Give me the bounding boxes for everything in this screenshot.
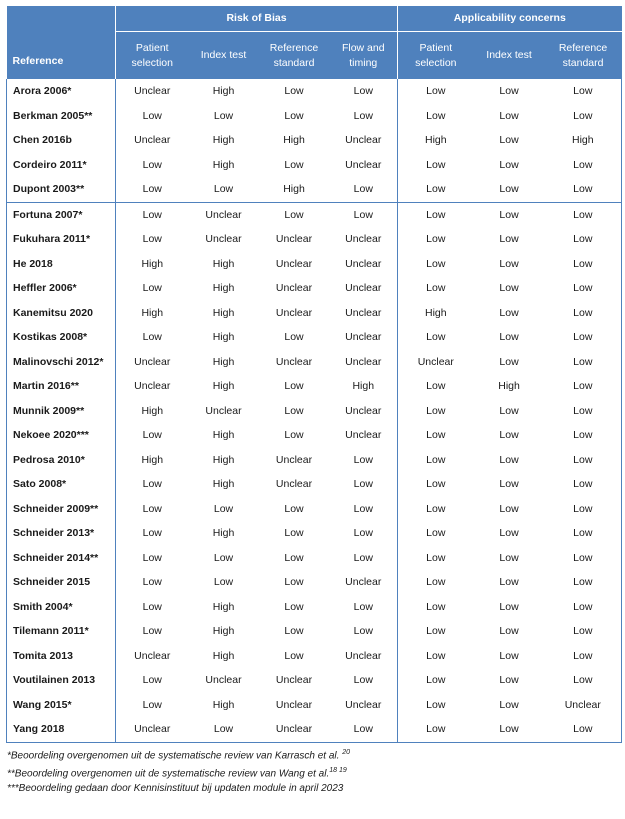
rob-reference-standard-cell: Low xyxy=(284,85,304,98)
app-reference-standard-cell: Low xyxy=(545,717,622,742)
reference-cell: Kanemitsu 2020 xyxy=(7,301,116,326)
rob-flow-and-timing-cell: Low xyxy=(353,478,373,491)
app-reference-standard-cell: Low xyxy=(545,153,622,178)
app-patient-selection-cell: Low xyxy=(398,227,474,252)
reference-cell: Munnik 2009** xyxy=(7,399,116,424)
footnote-wang xyxy=(7,763,621,781)
table-row xyxy=(7,128,622,153)
rob-reference-standard-cell: Unclear xyxy=(259,717,330,742)
rob-reference-standard-cell: Low xyxy=(284,600,304,613)
reference-cell: Schneider 2015 xyxy=(7,570,116,595)
app-reference-standard-cell: Low xyxy=(545,595,622,620)
rob-reference-standard-cell: Low xyxy=(284,551,304,564)
rob-patient-selection-cell: High xyxy=(116,301,189,326)
reference-cell: Malinovschi 2012* xyxy=(7,350,116,375)
app-index-test-cell: Low xyxy=(499,331,519,344)
app-reference-standard-cell: Low xyxy=(545,668,622,693)
rob-patient-selection-cell: Low xyxy=(116,693,189,718)
app-index-test-cell: Low xyxy=(499,257,519,270)
app-index-test-cell: Low xyxy=(499,233,519,246)
rob-reference-standard-cell: Low xyxy=(284,429,304,442)
rob-flow-and-timing-cell: Unclear xyxy=(345,331,382,344)
app-patient-selection-cell: Low xyxy=(398,79,474,104)
app-patient-selection-cell: Low xyxy=(398,252,474,277)
rob-patient-selection-cell: Low xyxy=(116,276,189,301)
rob-patient-selection-cell: Low xyxy=(116,227,189,252)
rob-reference-standard-cell: Low xyxy=(284,502,304,515)
rob-flow-and-timing-cell: Unclear xyxy=(345,355,382,368)
table-row xyxy=(7,644,622,669)
app-patient-selection-cell: Low xyxy=(398,423,474,448)
table-row xyxy=(7,521,622,546)
rob-index-test-cell: Unclear xyxy=(205,404,242,417)
rob-flow-and-timing-cell: Unclear xyxy=(345,257,382,270)
rob-reference-standard-cell: Unclear xyxy=(275,355,313,368)
table-row xyxy=(7,153,622,178)
app-reference-standard-cell: Low xyxy=(545,177,622,202)
app-patient-selection-cell: Low xyxy=(398,644,474,669)
rob-reference-standard-cell: Low xyxy=(284,404,304,417)
app-index-test-cell: Low xyxy=(499,355,519,368)
table-row xyxy=(7,570,622,595)
rob-patient-selection-cell: Low xyxy=(116,546,189,571)
app-reference-standard-cell: Low xyxy=(545,252,622,277)
rob-patient-selection-cell: Unclear xyxy=(116,350,189,375)
rob-flow-and-timing-cell: Unclear xyxy=(345,158,382,171)
reference-cell: Smith 2004* xyxy=(7,595,116,620)
rob-reference-standard-cell: Unclear xyxy=(275,478,313,491)
rob-patient-selection-cell: Low xyxy=(116,595,189,620)
reference-cell: Martin 2016** xyxy=(7,374,116,399)
rob-flow-and-timing-cell: Low xyxy=(330,717,398,742)
rob-index-test-cell: Low xyxy=(189,717,259,742)
footnote-text: **Beoordeling overgenomen uit de systematische review van Wang et al. xyxy=(7,768,330,780)
footnote-ref: 20 xyxy=(342,748,350,756)
app-reference-standard-cell: Low xyxy=(545,619,622,644)
rob-flow-and-timing-cell: Unclear xyxy=(345,282,382,295)
rob-patient-selection-cell: Low xyxy=(116,104,189,129)
reference-cell: Cordeiro 2011* xyxy=(7,153,116,178)
app-index-test-cell: Low xyxy=(499,158,519,171)
app-reference-standard-cell: Low xyxy=(545,497,622,522)
table-row xyxy=(7,448,622,473)
reference-cell: Wang 2015* xyxy=(7,693,116,718)
rob-flow-and-timing-cell: Low xyxy=(353,502,373,515)
rob-index-test-cell: High xyxy=(212,85,235,98)
header-reference: Reference xyxy=(7,6,116,79)
table-row xyxy=(7,350,622,375)
rob-reference-standard-cell: High xyxy=(283,134,305,147)
table-row xyxy=(7,104,622,129)
app-index-test-cell: Low xyxy=(499,109,519,122)
rob-reference-standard-cell: Unclear xyxy=(275,306,313,319)
rob-patient-selection-cell: Low xyxy=(116,619,189,644)
reference-cell: Heffler 2006* xyxy=(7,276,116,301)
rob-patient-selection-cell: Low xyxy=(116,202,189,227)
rob-index-test-cell: Low xyxy=(213,109,234,122)
reference-cell: Berkman 2005** xyxy=(7,104,116,129)
rob-patient-selection-cell: High xyxy=(116,448,189,473)
app-patient-selection-cell: Low xyxy=(398,104,474,129)
rob-reference-standard-cell: Low xyxy=(284,380,304,393)
reference-cell: Sato 2008* xyxy=(7,472,116,497)
app-patient-selection-cell: Low xyxy=(398,497,474,522)
rob-patient-selection-cell: Unclear xyxy=(116,717,189,742)
risk-of-bias-table xyxy=(6,6,622,743)
app-index-test-cell: Low xyxy=(499,134,519,147)
rob-flow-and-timing-cell: Unclear xyxy=(345,404,382,417)
table-row xyxy=(7,497,622,522)
rob-reference-standard-cell: Unclear xyxy=(275,453,313,466)
table-row xyxy=(7,546,622,571)
app-patient-selection-cell: High xyxy=(398,128,474,153)
rob-patient-selection-cell: Low xyxy=(116,521,189,546)
rob-flow-and-timing-cell: High xyxy=(352,380,375,393)
rob-patient-selection-cell: Unclear xyxy=(116,79,189,104)
app-index-test-cell: Low xyxy=(499,502,519,515)
rob-index-test-cell: High xyxy=(212,527,235,540)
rob-flow-and-timing-cell: Low xyxy=(330,202,398,227)
rob-flow-and-timing-cell: Unclear xyxy=(345,429,382,442)
app-patient-selection-cell: Low xyxy=(398,177,474,202)
rob-reference-standard-cell: Unclear xyxy=(275,257,313,270)
app-index-test-cell: Low xyxy=(499,306,519,319)
app-patient-selection-cell: Low xyxy=(398,374,474,399)
rob-patient-selection-cell: Unclear xyxy=(116,128,189,153)
rob-reference-standard-cell: Unclear xyxy=(275,233,313,246)
app-reference-standard-cell: Low xyxy=(545,399,622,424)
table-row xyxy=(7,325,622,350)
footnote-ref: 18 19 xyxy=(329,766,347,774)
app-reference-standard-cell: Low xyxy=(545,546,622,571)
header-app-index-test: Index test xyxy=(474,32,545,80)
rob-reference-standard-cell: Low xyxy=(284,649,304,662)
rob-flow-and-timing-cell: Unclear xyxy=(345,233,382,246)
app-reference-standard-cell: Low xyxy=(545,301,622,326)
header-group-risk-of-bias: Risk of Bias xyxy=(116,6,398,32)
app-index-test-cell: Low xyxy=(499,183,519,196)
app-index-test-cell: Low xyxy=(499,551,519,564)
rob-reference-standard-cell: High xyxy=(283,183,305,196)
app-reference-standard-cell: Low xyxy=(545,374,622,399)
app-index-test-cell: Low xyxy=(499,600,519,613)
rob-index-test-cell: Low xyxy=(213,502,234,515)
table-row xyxy=(7,252,622,277)
app-patient-selection-cell: Low xyxy=(398,276,474,301)
rob-index-test-cell: High xyxy=(212,380,235,393)
header-app-reference-standard: Reference standard xyxy=(545,32,622,80)
rob-reference-standard-cell: Low xyxy=(284,109,304,122)
app-index-test-cell: Low xyxy=(499,478,519,491)
reference-cell: Voutilainen 2013 xyxy=(7,668,116,693)
rob-patient-selection-cell: Low xyxy=(116,497,189,522)
reference-cell: Kostikas 2008* xyxy=(7,325,116,350)
table-row xyxy=(7,619,622,644)
rob-flow-and-timing-cell: Low xyxy=(353,109,373,122)
table-row xyxy=(7,79,622,104)
rob-index-test-cell: Unclear xyxy=(205,674,242,687)
header-rob-flow-and-timing: Flow and timing xyxy=(330,32,398,80)
rob-index-test-cell: High xyxy=(212,600,235,613)
rob-patient-selection-cell: Unclear xyxy=(116,374,189,399)
app-index-test-cell: High xyxy=(498,380,520,393)
app-patient-selection-cell: Low xyxy=(398,570,474,595)
rob-reference-standard-cell: Unclear xyxy=(275,698,313,711)
app-index-test-cell: Low xyxy=(499,404,519,417)
rob-patient-selection-cell: Low xyxy=(116,325,189,350)
rob-index-test-cell: High xyxy=(212,429,235,442)
rob-index-test-cell: High xyxy=(212,306,235,319)
app-reference-standard-cell: Low xyxy=(545,423,622,448)
app-index-test-cell: Low xyxy=(499,649,519,662)
rob-flow-and-timing-cell: Unclear xyxy=(345,306,382,319)
header-app-patient-selection: Patient selection xyxy=(398,32,474,80)
rob-reference-standard-cell: Low xyxy=(259,202,330,227)
rob-index-test-cell: High xyxy=(212,355,235,368)
app-reference-standard-cell: Low xyxy=(545,521,622,546)
app-index-test-cell: Low xyxy=(499,698,519,711)
reference-cell: Tomita 2013 xyxy=(7,644,116,669)
reference-cell: Fukuhara 2011* xyxy=(7,227,116,252)
app-index-test-cell: Low xyxy=(499,527,519,540)
app-reference-standard-cell: Low xyxy=(545,227,622,252)
rob-patient-selection-cell: Low xyxy=(116,570,189,595)
table-row xyxy=(7,301,622,326)
table-row xyxy=(7,177,622,202)
reference-cell: Schneider 2009** xyxy=(7,497,116,522)
rob-index-test-cell: High xyxy=(212,625,235,638)
app-reference-standard-cell: Low xyxy=(545,79,622,104)
rob-index-test-cell: High xyxy=(212,282,235,295)
reference-cell: Tilemann 2011* xyxy=(7,619,116,644)
rob-reference-standard-cell: Unclear xyxy=(275,282,313,295)
rob-patient-selection-cell: Low xyxy=(116,177,189,202)
reference-cell: Schneider 2013* xyxy=(7,521,116,546)
rob-reference-standard-cell: Low xyxy=(284,331,304,344)
app-patient-selection-cell: Low xyxy=(398,325,474,350)
rob-patient-selection-cell: Low xyxy=(116,668,189,693)
quadas-table-container xyxy=(6,6,621,796)
footnote-karrasch xyxy=(7,745,621,763)
reference-cell: Schneider 2014** xyxy=(7,546,116,571)
app-reference-standard-cell: Low xyxy=(545,644,622,669)
app-reference-standard-cell: Low xyxy=(545,202,622,227)
reference-cell: Yang 2018 xyxy=(7,717,116,742)
app-reference-standard-cell: Low xyxy=(545,104,622,129)
table-row xyxy=(7,668,622,693)
app-index-test-cell: Low xyxy=(499,453,519,466)
app-patient-selection-cell: Low xyxy=(398,546,474,571)
table-row xyxy=(7,423,622,448)
table-row xyxy=(7,399,622,424)
rob-index-test-cell: High xyxy=(212,453,235,466)
table-row xyxy=(7,595,622,620)
table-row xyxy=(7,693,622,718)
rob-index-test-cell: High xyxy=(212,158,235,171)
app-index-test-cell: Low xyxy=(499,429,519,442)
rob-patient-selection-cell: Low xyxy=(116,472,189,497)
rob-flow-and-timing-cell: Low xyxy=(353,453,373,466)
rob-index-test-cell: High xyxy=(212,478,235,491)
table-row xyxy=(7,227,622,252)
app-index-test-cell: Low xyxy=(499,576,519,589)
app-index-test-cell: Low xyxy=(474,717,545,742)
footnote-kennisinstituut xyxy=(7,781,621,796)
rob-index-test-cell: Low xyxy=(213,551,234,564)
rob-patient-selection-cell: Low xyxy=(116,423,189,448)
app-patient-selection-cell: Low xyxy=(398,472,474,497)
rob-reference-standard-cell: Low xyxy=(284,158,304,171)
rob-index-test-cell: High xyxy=(212,134,235,147)
app-index-test-cell: Low xyxy=(499,282,519,295)
table-header xyxy=(7,6,622,79)
rob-reference-standard-cell: Low xyxy=(284,527,304,540)
app-reference-standard-cell: Low xyxy=(545,276,622,301)
reference-cell: Pedrosa 2010* xyxy=(7,448,116,473)
app-patient-selection-cell: Low xyxy=(398,202,474,227)
rob-patient-selection-cell: High xyxy=(116,252,189,277)
table-row xyxy=(7,276,622,301)
app-patient-selection-cell: Low xyxy=(398,717,474,742)
footnote-text: ***Beoordeling gedaan door Kennisinstituut bij updaten module in april 2023 xyxy=(7,783,344,795)
reference-cell: Fortuna 2007* xyxy=(7,202,116,227)
rob-flow-and-timing-cell: Unclear xyxy=(345,134,382,147)
rob-index-test-cell: High xyxy=(212,257,235,270)
app-patient-selection-cell: Low xyxy=(398,399,474,424)
reference-cell: Chen 2016b xyxy=(7,128,116,153)
rob-patient-selection-cell: High xyxy=(116,399,189,424)
rob-reference-standard-cell: Low xyxy=(284,576,304,589)
rob-flow-and-timing-cell: Unclear xyxy=(345,698,382,711)
reference-cell: Nekoee 2020*** xyxy=(7,423,116,448)
app-patient-selection-cell: Low xyxy=(398,619,474,644)
rob-reference-standard-cell: Low xyxy=(284,625,304,638)
rob-flow-and-timing-cell: Low xyxy=(353,183,373,196)
app-reference-standard-cell: Unclear xyxy=(545,693,622,718)
reference-cell: Arora 2006* xyxy=(7,79,116,104)
app-patient-selection-cell: Low xyxy=(398,595,474,620)
rob-index-test-cell: High xyxy=(212,331,235,344)
rob-index-test-cell: High xyxy=(212,698,235,711)
app-reference-standard-cell: Low xyxy=(545,325,622,350)
rob-patient-selection-cell: Unclear xyxy=(116,644,189,669)
rob-flow-and-timing-cell: Low xyxy=(353,625,373,638)
rob-index-test-cell: Low xyxy=(213,576,234,589)
app-patient-selection-cell: Low xyxy=(398,153,474,178)
header-rob-index-test: Index test xyxy=(189,32,259,80)
app-patient-selection-cell: Low xyxy=(398,521,474,546)
app-patient-selection-cell: Unclear xyxy=(398,350,474,375)
app-patient-selection-cell: Low xyxy=(398,448,474,473)
table-row xyxy=(7,717,622,742)
table-row xyxy=(7,472,622,497)
rob-flow-and-timing-cell: Unclear xyxy=(345,649,382,662)
rob-reference-standard-cell: Unclear xyxy=(275,674,313,687)
footnotes xyxy=(6,745,621,797)
rob-patient-selection-cell: Low xyxy=(116,153,189,178)
app-patient-selection-cell: Low xyxy=(398,668,474,693)
table-body xyxy=(7,79,622,742)
reference-cell: He 2018 xyxy=(7,252,116,277)
rob-index-test-cell: Unclear xyxy=(189,202,259,227)
rob-flow-and-timing-cell: Low xyxy=(353,85,373,98)
app-index-test-cell: Low xyxy=(499,85,519,98)
rob-flow-and-timing-cell: Low xyxy=(353,600,373,613)
header-group-applicability: Applicability concerns xyxy=(398,6,622,32)
footnote-text: *Beoordeling overgenomen uit de systematische review van Karrasch et al. xyxy=(7,749,340,761)
table-row xyxy=(7,202,622,227)
app-index-test-cell: Low xyxy=(474,202,545,227)
header-rob-patient-selection: Patient selection xyxy=(116,32,189,80)
app-patient-selection-cell: High xyxy=(398,301,474,326)
header-rob-reference-standard: Reference standard xyxy=(259,32,330,80)
rob-index-test-cell: High xyxy=(212,649,235,662)
reference-cell: Dupont 2003** xyxy=(7,177,116,202)
rob-flow-and-timing-cell: Unclear xyxy=(345,576,382,589)
rob-index-test-cell: Unclear xyxy=(205,233,242,246)
app-reference-standard-cell: Low xyxy=(545,472,622,497)
app-patient-selection-cell: Low xyxy=(398,693,474,718)
rob-flow-and-timing-cell: Low xyxy=(353,674,373,687)
app-reference-standard-cell: Low xyxy=(545,350,622,375)
rob-index-test-cell: Low xyxy=(213,183,234,196)
app-reference-standard-cell: Low xyxy=(545,448,622,473)
app-index-test-cell: Low xyxy=(499,674,519,687)
rob-flow-and-timing-cell: Low xyxy=(353,551,373,564)
table-row xyxy=(7,374,622,399)
rob-flow-and-timing-cell: Low xyxy=(353,527,373,540)
app-index-test-cell: Low xyxy=(499,625,519,638)
app-reference-standard-cell: High xyxy=(545,128,622,153)
app-reference-standard-cell: Low xyxy=(545,570,622,595)
